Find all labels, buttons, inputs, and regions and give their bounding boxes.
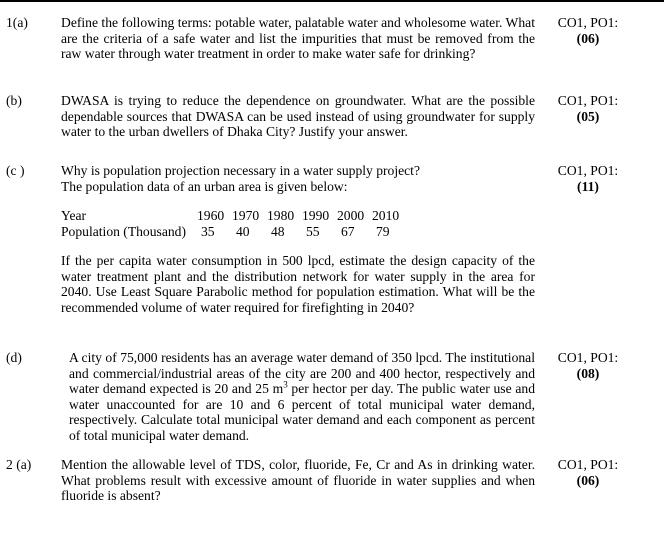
question-text-line: If the per capita water consumption in 500 lpcd, estimate the design capacity of the water treatment plant and the distribution network for water supply in the area for 2040. Use Least Square Parabolic method for population estimation. What will be the recommended volume of water required for firefighting in 2040? [61, 253, 535, 315]
question-text [69, 350, 535, 443]
co-po-label: CO1, PO1: [557, 93, 619, 108]
population-label: Population (Thousand) [61, 223, 186, 239]
question-number: 2 (a) [6, 457, 32, 472]
question-text-line: Why is population projection necessary in a water supply project? [61, 163, 420, 178]
population-table [61, 208, 535, 239]
co-po-label: CO1, PO1: [557, 350, 619, 365]
question-text-part: A city of 75,000 residents has an average water demand of 350 lpcd. The institutional and commercial/industrial areas of the city are 200 and 400 hector, respectively and water demand expected is 20 and 25 m [69, 350, 535, 396]
marks-value: (11) [577, 178, 599, 194]
top-rule [0, 0, 664, 2]
question-text-line: The population data of an urban area is given below: [61, 178, 348, 194]
marks-column [548, 163, 628, 194]
question-number: (d) [6, 350, 22, 365]
year-label: Year [61, 208, 87, 223]
marks-value: (06) [576, 472, 600, 488]
population-cell: 55 [306, 223, 320, 239]
year-cell: 1990 [302, 208, 330, 223]
question-text: Mention the allowable level of TDS, color, fluoride, Fe, Cr and As in drinking water. What problems result with excessive amount of fluoride in water supplies and when fluoride is absent? [61, 457, 535, 503]
year-row [61, 208, 535, 224]
year-cell: 1960 [197, 208, 225, 223]
marks-value: (05) [576, 108, 600, 124]
question-number: 1(a) [6, 15, 28, 30]
marks-column [548, 350, 628, 381]
year-cell: 2010 [372, 208, 400, 223]
question-text [61, 163, 535, 315]
marks-column [548, 15, 628, 46]
co-po-label: CO1, PO1: [557, 163, 619, 178]
question-text-part: per hector per day. The public water use and water unaccounted for are 10 and 6 percent of total municipal water demand, respectively. Calculate total municipal water demand and each component as percent of total municipal water demand. [69, 381, 535, 443]
year-cell: 1970 [232, 208, 260, 223]
co-po-label: CO1, PO1: [557, 15, 619, 30]
question-text: Define the following terms: potable water, palatable water and wholesome water. What are the criteria of a safe water and list the impurities that must be removed from the raw water through water treatment in order to make water safe for drinking? [61, 15, 535, 61]
marks-column [548, 457, 628, 488]
population-cell: 35 [201, 223, 215, 239]
year-cell: 2000 [337, 208, 365, 223]
population-row [61, 224, 535, 240]
marks-value: (06) [576, 30, 600, 46]
population-cell: 48 [271, 223, 285, 239]
year-cell: 1980 [267, 208, 295, 223]
superscript: 3 [283, 379, 288, 390]
co-po-label: CO1, PO1: [557, 457, 619, 472]
population-cell: 67 [341, 223, 355, 239]
population-cell: 79 [376, 223, 390, 239]
population-cell: 40 [236, 223, 250, 239]
question-text: DWASA is trying to reduce the dependence on groundwater. What are the possible dependable sources that DWASA can be used instead of using groundwater for supply water to the urban dwellers of Dhaka City? Justify your answer. [61, 93, 535, 139]
question-number: (b) [6, 93, 22, 108]
marks-value: (08) [576, 365, 600, 381]
marks-column [548, 93, 628, 124]
question-number: (c ) [6, 163, 25, 178]
